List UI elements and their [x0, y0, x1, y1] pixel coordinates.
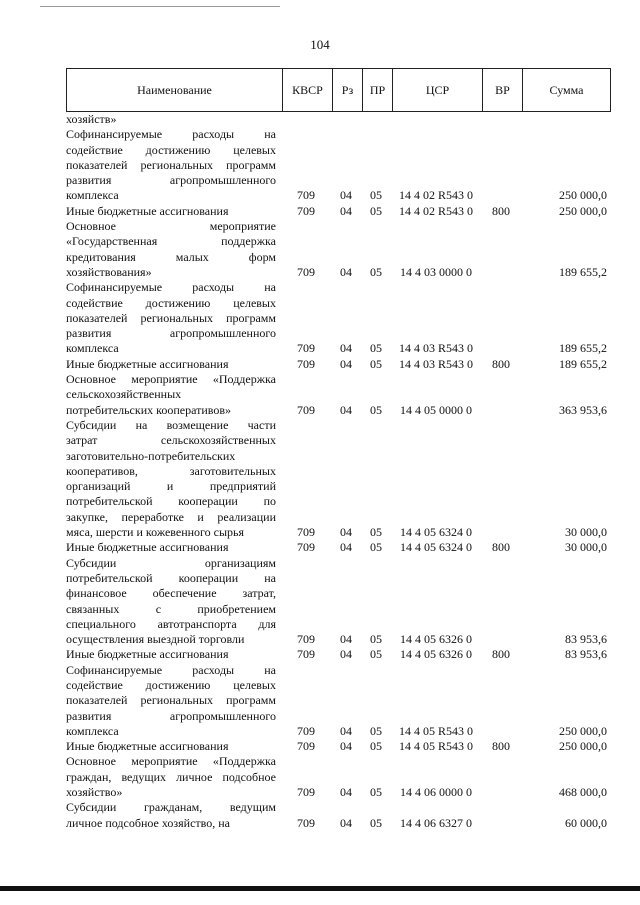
cell-kvsr: 709 — [297, 723, 315, 738]
cell-rz: 04 — [340, 739, 352, 754]
row-name-line: хозяйств» — [66, 112, 117, 126]
cell-pr: 05 — [370, 723, 382, 738]
cell-csr: 14 4 02 R543 0 — [398, 188, 473, 203]
cell-sum: 30 000,0 — [565, 540, 607, 555]
cell-sum: 468 000,0 — [559, 785, 607, 800]
cell-sum: 83 953,6 — [565, 647, 607, 662]
cell-csr: 14 4 03 R543 0 — [398, 356, 473, 371]
cell-pr: 05 — [370, 356, 382, 371]
row-values — [66, 785, 611, 800]
cell-vr: 800 — [492, 647, 510, 662]
row-name-line: Иные бюджетные ассигнования — [66, 356, 229, 371]
row-values — [66, 525, 611, 540]
cell-rz: 04 — [340, 203, 352, 218]
cell-sum: 189 655,2 — [559, 341, 607, 356]
row-name-line: личное подсобное хозяйство, на — [66, 815, 230, 830]
table-row — [66, 739, 611, 754]
table-row — [66, 112, 611, 127]
table-row — [66, 127, 611, 203]
cell-kvsr: 709 — [297, 341, 315, 356]
cell-kvsr: 709 — [297, 188, 315, 203]
cell-pr: 05 — [370, 264, 382, 279]
row-name-line: Основное мероприятие «Поддержка — [66, 754, 276, 769]
table-row — [66, 647, 611, 662]
cell-pr: 05 — [370, 525, 382, 540]
cell-kvsr: 709 — [297, 402, 315, 417]
cell-rz: 04 — [340, 647, 352, 662]
table-row — [66, 372, 611, 418]
cell-pr: 05 — [370, 203, 382, 218]
table-row — [66, 540, 611, 555]
cell-kvsr: 709 — [297, 815, 315, 830]
cell-kvsr: 709 — [297, 525, 315, 540]
row-name — [66, 418, 276, 540]
table-row — [66, 280, 611, 356]
top-rule — [40, 6, 280, 7]
row-values — [66, 265, 611, 280]
cell-kvsr: 709 — [297, 264, 315, 279]
row-name-line: потребительской кооперации по — [66, 494, 276, 509]
row-values — [66, 739, 611, 754]
row-name-line: Субсидии организациям — [66, 555, 276, 570]
row-name-line: содействие достижению целевых — [66, 295, 276, 310]
row-name-line: организаций и предприятий — [66, 479, 276, 494]
row-name-line: финансовое обеспечение затрат, — [66, 586, 276, 601]
row-values — [66, 540, 611, 555]
row-name-line: специального автотранспорта для — [66, 616, 276, 631]
row-values — [66, 341, 611, 356]
row-name-line: хозяйство» — [66, 785, 123, 800]
table-row — [66, 418, 611, 540]
table-row — [66, 556, 611, 648]
cell-pr: 05 — [370, 632, 382, 647]
cell-rz: 04 — [340, 723, 352, 738]
cell-pr: 05 — [370, 785, 382, 800]
row-name-line: Софинансируемые расходы на — [66, 662, 276, 677]
cell-kvsr: 709 — [297, 203, 315, 218]
row-name-line: хозяйствования» — [66, 264, 152, 279]
cell-pr: 05 — [370, 402, 382, 417]
cell-rz: 04 — [340, 785, 352, 800]
row-name-line: осуществления выездной торговли — [66, 632, 245, 647]
row-name-line: граждан, ведущих личное подсобное — [66, 769, 276, 784]
cell-rz: 04 — [340, 525, 352, 540]
cell-rz: 04 — [340, 540, 352, 555]
row-name-line: закупке, переработке и реализации — [66, 509, 276, 524]
header-vr: ВР — [482, 69, 522, 111]
cell-pr: 05 — [370, 540, 382, 555]
cell-sum: 189 655,2 — [559, 264, 607, 279]
row-name-line: Иные бюджетные ассигнования — [66, 647, 229, 662]
cell-rz: 04 — [340, 341, 352, 356]
row-values — [66, 647, 611, 662]
table-header — [66, 68, 611, 112]
cell-sum: 250 000,0 — [559, 188, 607, 203]
cell-vr: 800 — [492, 739, 510, 754]
header-csr: ЦСР — [392, 69, 482, 111]
row-name-line: Основное мероприятие — [66, 219, 276, 234]
row-name-line: комплекса — [66, 188, 119, 203]
cell-pr: 05 — [370, 739, 382, 754]
cell-sum: 250 000,0 — [559, 723, 607, 738]
row-values — [66, 403, 611, 418]
row-name-line: Софинансируемые расходы на — [66, 280, 276, 295]
row-name-line: показателей региональных программ — [66, 157, 276, 172]
row-values — [66, 188, 611, 203]
cell-pr: 05 — [370, 647, 382, 662]
cell-pr: 05 — [370, 188, 382, 203]
row-name-line: Иные бюджетные ассигнования — [66, 739, 229, 754]
header-rz: Рз — [332, 69, 362, 111]
header-sum: Сумма — [522, 69, 610, 111]
cell-rz: 04 — [340, 356, 352, 371]
bottom-border — [0, 886, 640, 891]
header-name: Наименование — [137, 82, 212, 97]
cell-vr: 800 — [492, 540, 510, 555]
row-name-line: комплекса — [66, 341, 119, 356]
cell-rz: 04 — [340, 188, 352, 203]
row-name-line: содействие достижению целевых — [66, 677, 276, 692]
cell-csr: 14 4 05 6324 0 — [400, 525, 472, 540]
row-values — [66, 724, 611, 739]
cell-csr: 14 4 05 R543 0 — [398, 739, 473, 754]
cell-sum: 250 000,0 — [559, 203, 607, 218]
cell-rz: 04 — [340, 632, 352, 647]
row-values — [66, 816, 611, 831]
cell-csr: 14 4 05 0000 0 — [400, 402, 472, 417]
cell-csr: 14 4 03 0000 0 — [400, 264, 472, 279]
table-row — [66, 219, 611, 280]
row-values — [66, 112, 611, 127]
cell-vr: 800 — [492, 356, 510, 371]
cell-kvsr: 709 — [297, 647, 315, 662]
cell-pr: 05 — [370, 815, 382, 830]
cell-csr: 14 4 03 R543 0 — [398, 341, 473, 356]
row-name-line: Иные бюджетные ассигнования — [66, 203, 229, 218]
cell-csr: 14 4 06 0000 0 — [400, 785, 472, 800]
cell-sum: 60 000,0 — [565, 815, 607, 830]
header-kvsr: КВСР — [282, 69, 332, 111]
row-name-line: развития агропромышленного — [66, 173, 276, 188]
row-name-line: Субсидии на возмещение части — [66, 417, 276, 432]
cell-vr: 800 — [492, 203, 510, 218]
row-values — [66, 632, 611, 647]
cell-csr: 14 4 06 6327 0 — [400, 815, 472, 830]
cell-csr: 14 4 05 6324 0 — [400, 540, 472, 555]
table-row — [66, 754, 611, 800]
row-name-line: Иные бюджетные ассигнования — [66, 540, 229, 555]
cell-csr: 14 4 02 R543 0 — [398, 203, 473, 218]
table-row — [66, 357, 611, 372]
row-name-line: связанных с приобретением — [66, 601, 276, 616]
row-name-line: комплекса — [66, 723, 119, 738]
cell-sum: 250 000,0 — [559, 739, 607, 754]
row-name-line: потребительских кооперативов» — [66, 402, 232, 417]
row-name-line: развития агропромышленного — [66, 326, 276, 341]
header-pr: ПР — [362, 69, 392, 111]
cell-kvsr: 709 — [297, 356, 315, 371]
cell-kvsr: 709 — [297, 739, 315, 754]
cell-pr: 05 — [370, 341, 382, 356]
row-name-line: Субсидии гражданам, ведущим — [66, 800, 276, 815]
table-row — [66, 800, 611, 831]
row-values — [66, 204, 611, 219]
cell-sum: 30 000,0 — [565, 525, 607, 540]
row-name-line: кооперативов, заготовительных — [66, 463, 276, 478]
cell-sum: 189 655,2 — [559, 356, 607, 371]
row-name-line: кредитования малых форм — [66, 249, 276, 264]
row-name-line: содействие достижению целевых — [66, 142, 276, 157]
cell-csr: 14 4 05 R543 0 — [398, 723, 473, 738]
row-name-line: показателей региональных программ — [66, 693, 276, 708]
cell-rz: 04 — [340, 402, 352, 417]
cell-kvsr: 709 — [297, 632, 315, 647]
row-name-line: заготовительно-потребительских — [66, 448, 236, 463]
table-row — [66, 204, 611, 219]
row-name-line: мяса, шерсти и кожевенного сырья — [66, 525, 245, 540]
row-name-line: развития агропромышленного — [66, 708, 276, 723]
row-name-line: Софинансируемые расходы на — [66, 127, 276, 142]
row-name-line: Основное мероприятие «Поддержка — [66, 372, 276, 387]
cell-rz: 04 — [340, 264, 352, 279]
cell-rz: 04 — [340, 815, 352, 830]
row-name-line: сельскохозяйственных — [66, 387, 182, 402]
cell-sum: 363 953,6 — [559, 402, 607, 417]
cell-kvsr: 709 — [297, 540, 315, 555]
cell-csr: 14 4 05 6326 0 — [400, 632, 472, 647]
table-body — [66, 112, 611, 831]
cell-kvsr: 709 — [297, 785, 315, 800]
row-name-line: потребительской кооперации на — [66, 570, 276, 585]
cell-csr: 14 4 05 6326 0 — [400, 647, 472, 662]
table-row — [66, 663, 611, 739]
row-name-line: показателей региональных программ — [66, 310, 276, 325]
row-name-line: «Государственная поддержка — [66, 234, 276, 249]
page-number: 104 — [310, 37, 330, 52]
row-name-line: затрат сельскохозяйственных — [66, 433, 276, 448]
cell-sum: 83 953,6 — [565, 632, 607, 647]
row-values — [66, 357, 611, 372]
